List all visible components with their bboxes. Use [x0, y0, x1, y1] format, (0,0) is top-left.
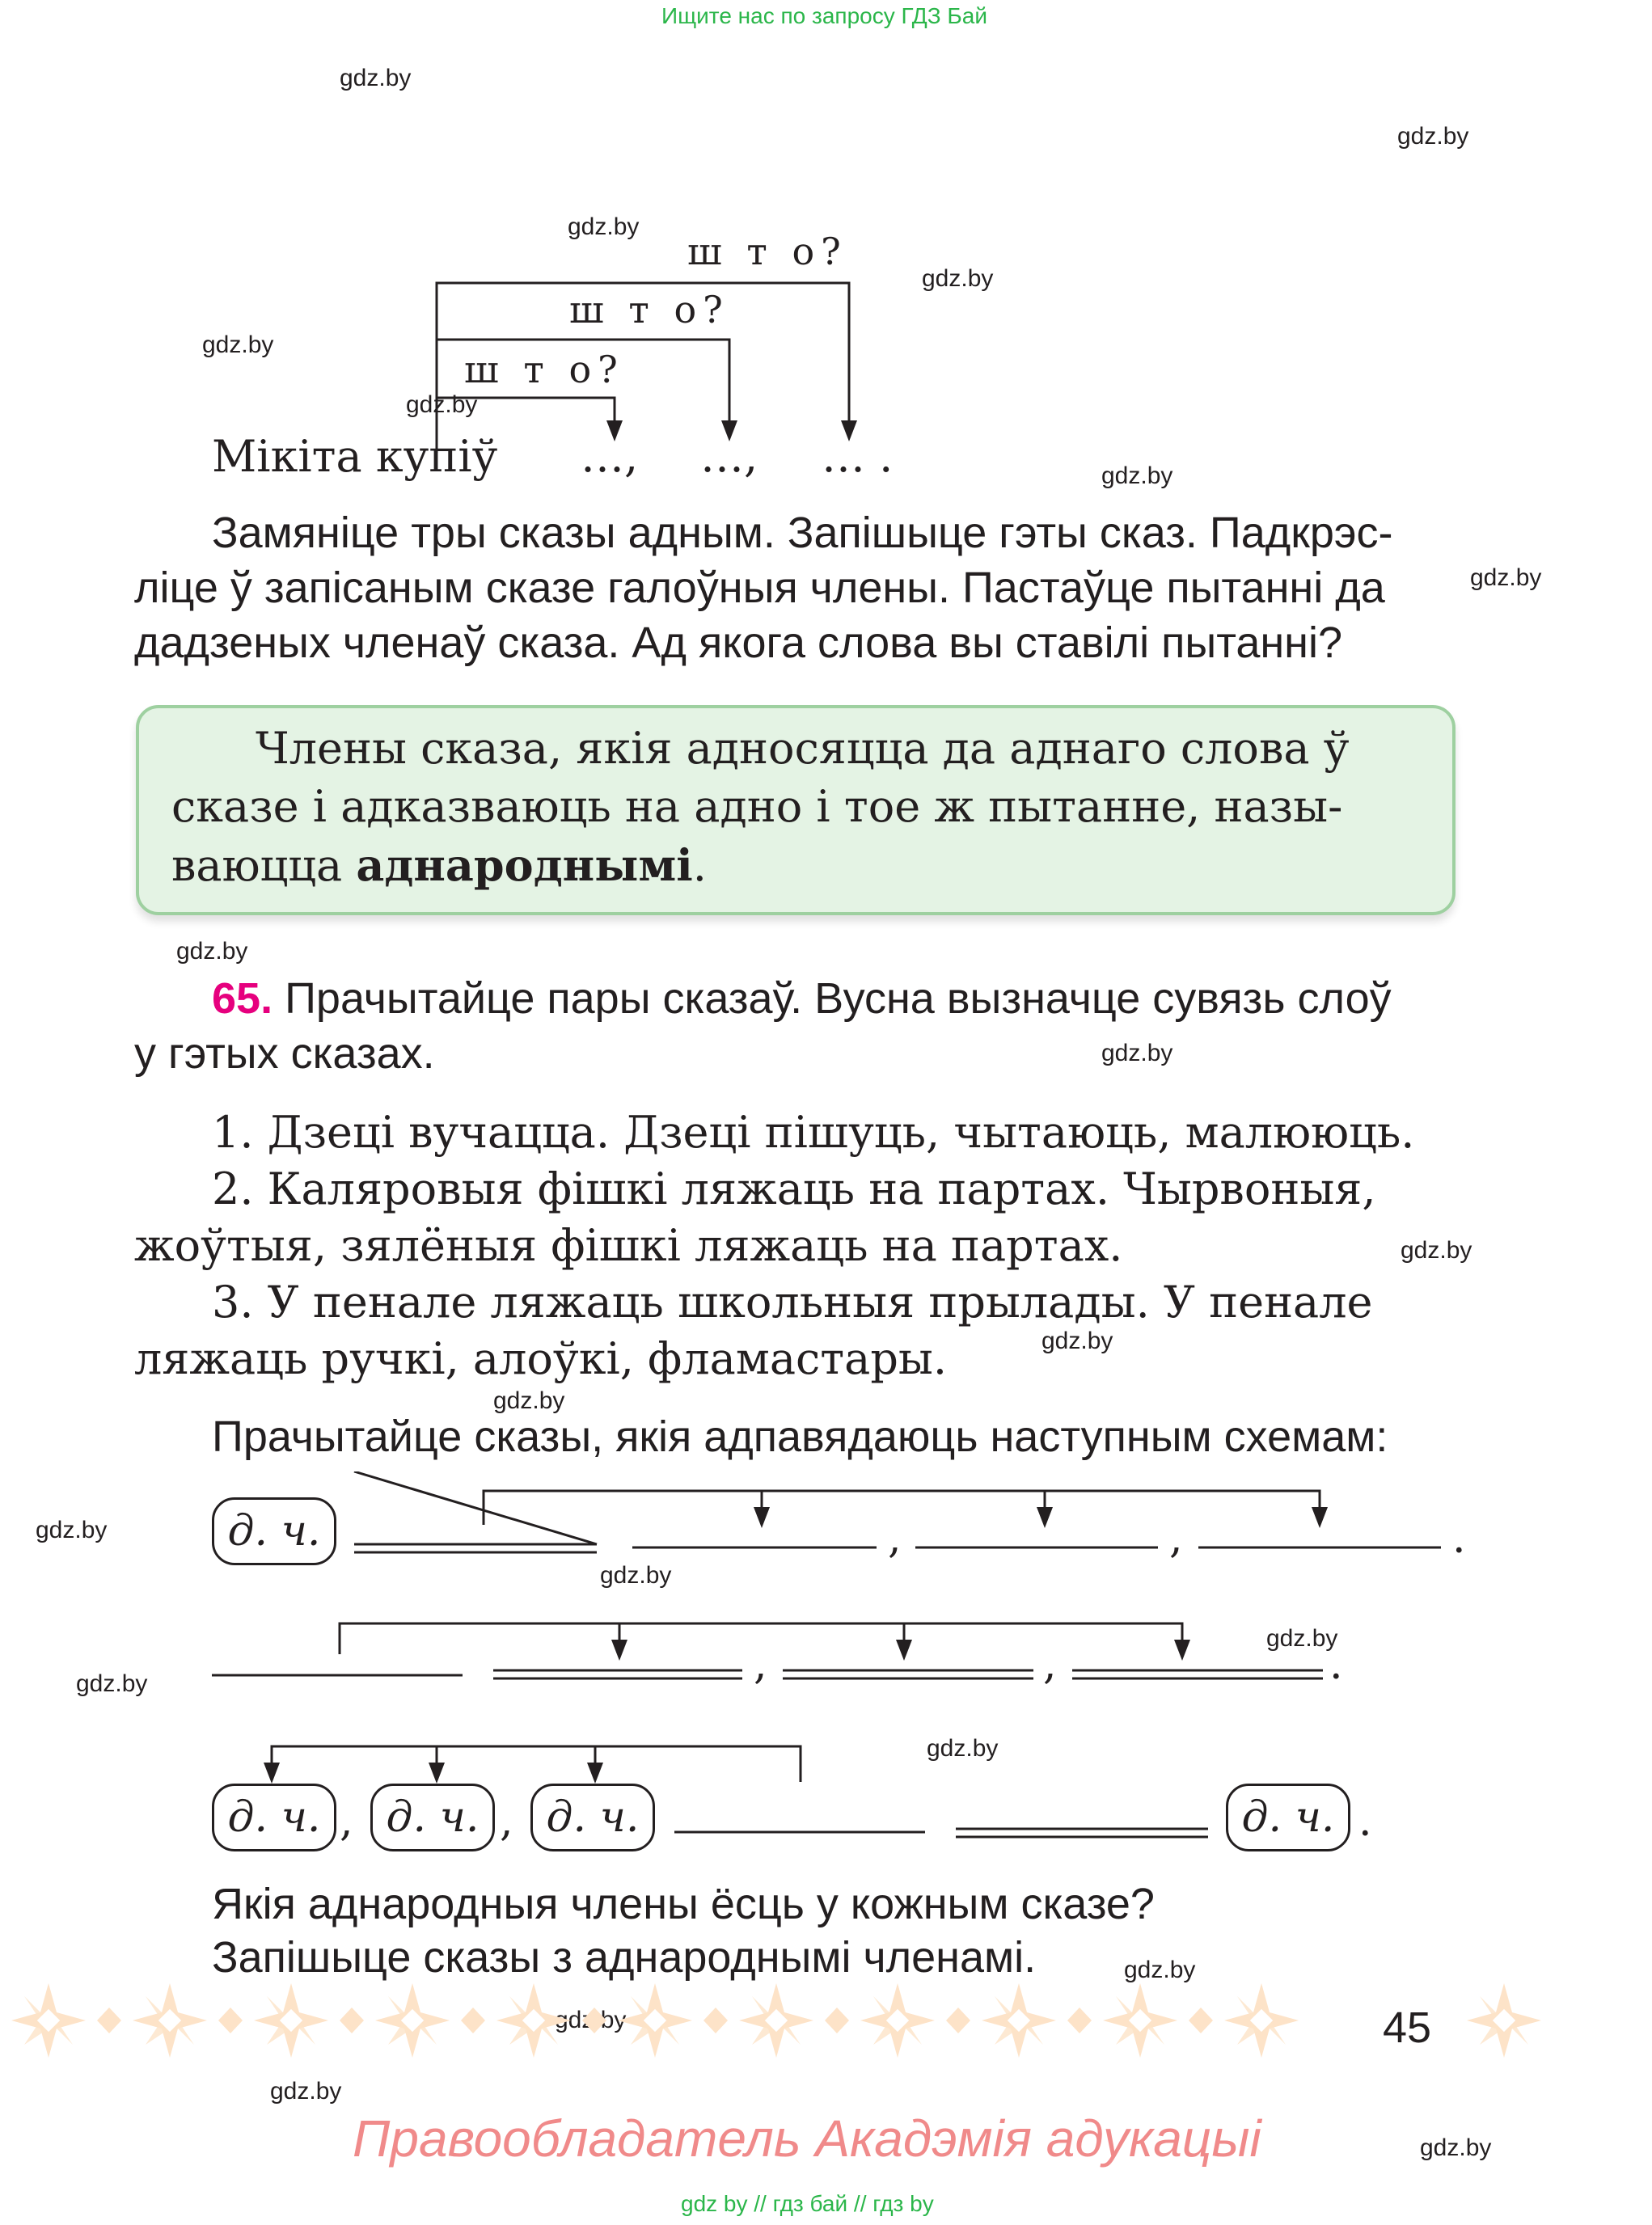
- watermark: gdz.by: [340, 65, 412, 91]
- svg-text:.: .: [1452, 1514, 1466, 1563]
- watermark: gdz.by: [76, 1670, 148, 1697]
- task-line: дадзеных членаў сказа. Ад якога слова вы ставілі пытанні?: [134, 619, 1343, 667]
- svg-text:,: ,: [340, 1797, 353, 1846]
- exercise-item: ляжаць ручкі, алоўкі, фламастары.: [134, 1333, 948, 1384]
- watermark: gdz.by: [600, 1562, 672, 1589]
- task-line: Замяніце тры сказы адным. Запішыце гэты сказ. Падкрэс-: [212, 509, 1393, 557]
- top-banner: Ищите нас по запросу ГДЗ Бай: [661, 3, 988, 28]
- watermark: gdz.by: [406, 391, 478, 418]
- watermark: gdz.by: [568, 213, 640, 240]
- exercise-item: жоўтыя, зялёныя фішкі ляжаць на партах.: [134, 1220, 1123, 1271]
- rule-box: [136, 705, 1456, 915]
- blank: … .: [822, 431, 894, 482]
- watermark: gdz.by: [176, 938, 248, 965]
- rule-term: аднароднымі: [356, 839, 693, 891]
- dch-label: д. ч.: [530, 1784, 655, 1851]
- exercise-number: 65.: [212, 974, 273, 1023]
- footer-links: gdz by // гдз бай // гдз by: [681, 2191, 934, 2216]
- svg-text:.: .: [1329, 1640, 1343, 1689]
- rule-line: ваюцца аднароднымі.: [171, 839, 707, 891]
- watermark: gdz.by: [1041, 1328, 1113, 1354]
- exercise-question: Запішыце сказы з аднароднымі членамі.: [212, 1933, 1037, 1982]
- svg-text:,: ,: [500, 1797, 513, 1846]
- exercise-heading: 65. Прачытайце пары сказаў. Вусна вызначце сувязь слоў: [212, 974, 1392, 1023]
- svg-text:,: ,: [1169, 1514, 1183, 1563]
- dch-label: д. ч.: [212, 1497, 336, 1565]
- watermark: gdz.by: [493, 1387, 565, 1414]
- rule-line: сказе і адказваюць на адно і тое ж пытанне, назы-: [171, 781, 1343, 832]
- copyright: Правообладатель Акадэмія адукацыі: [353, 2109, 1261, 2168]
- watermark: gdz.by: [922, 265, 994, 292]
- dch-label: д. ч.: [370, 1784, 495, 1851]
- watermark: gdz.by: [36, 1517, 108, 1543]
- exercise-item: 1. Дзеці вучацца. Дзеці пішуць, чытаюць, малююць.: [212, 1107, 1415, 1158]
- exercise-item: 3. У пенале ляжаць школьныя прылады. У пенале: [212, 1277, 1373, 1328]
- dch-label: д. ч.: [1226, 1784, 1350, 1851]
- svg-text:,: ,: [1043, 1640, 1057, 1689]
- question-label: ш т о?: [464, 348, 624, 391]
- exercise-item: 2. Каляровыя фішкі ляжаць на партах. Чырвоныя,: [212, 1163, 1376, 1214]
- blank: …,: [700, 431, 758, 482]
- watermark: gdz.by: [1124, 1957, 1196, 1983]
- schemes-intro: Прачытайце сказы, якія адпавядаюць наступным схемам:: [212, 1412, 1388, 1461]
- svg-text:.: .: [1358, 1797, 1372, 1846]
- exercise-line: у гэтых сказах.: [134, 1029, 435, 1078]
- watermark: gdz.by: [1420, 2134, 1492, 2161]
- watermark: gdz.by: [202, 331, 274, 358]
- watermark: gdz.by: [1101, 1040, 1173, 1066]
- exercise-question: Якія аднародныя члены ёсць у кожным сказе?: [212, 1880, 1155, 1928]
- watermark: gdz.by: [1397, 123, 1469, 150]
- rule-text: [171, 720, 1433, 895]
- rule-line: Члены сказа, якія адносяцца да аднаго слова ў: [256, 723, 1350, 774]
- watermark: gdz.by: [1266, 1625, 1338, 1652]
- question-label: ш т о?: [687, 230, 847, 273]
- svg-text:,: ,: [888, 1514, 902, 1563]
- svg-text:,: ,: [754, 1640, 767, 1689]
- watermark: gdz.by: [927, 1735, 999, 1762]
- sentence-start: Мікіта купіў: [212, 431, 498, 482]
- page-number: 45: [1358, 1994, 1456, 2062]
- watermark: gdz.by: [270, 2078, 342, 2105]
- dch-label: д. ч.: [212, 1784, 336, 1851]
- question-label: ш т о?: [569, 288, 729, 331]
- blank: …,: [581, 431, 639, 482]
- task-line: ліце ў запісаным сказе галоўныя члены. Пастаўце пытанні да: [134, 564, 1385, 612]
- watermark: gdz.by: [1401, 1237, 1472, 1264]
- watermark: gdz.by: [1101, 462, 1173, 489]
- watermark: gdz.by: [1470, 564, 1542, 591]
